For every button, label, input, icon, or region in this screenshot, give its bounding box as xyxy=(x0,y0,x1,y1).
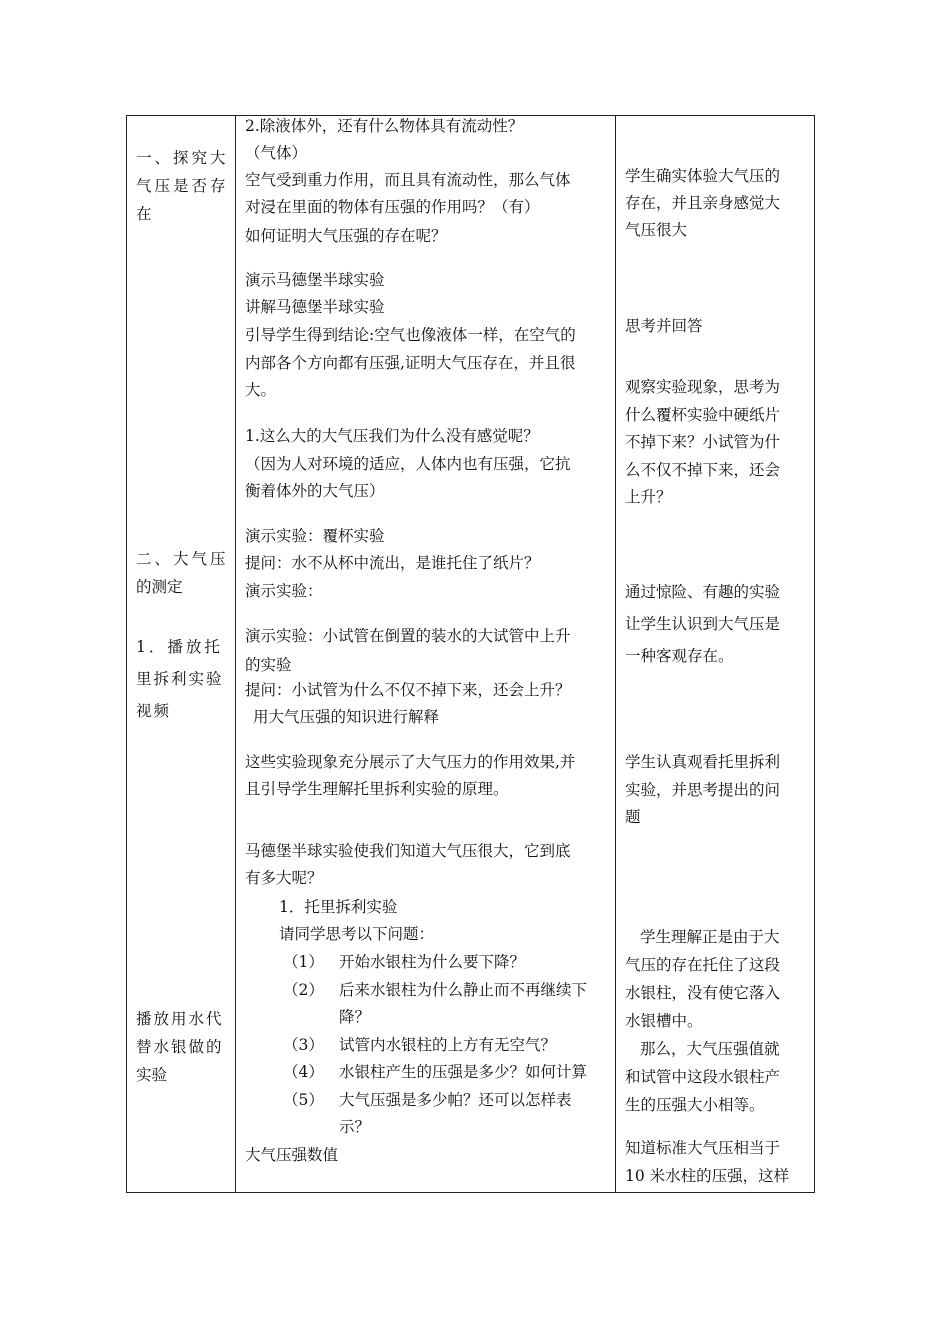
content-line: 提问：水不从杯中流出，是谁托住了纸片？ xyxy=(245,554,540,572)
question-text: 大气压强是多少帕？还可以怎样表 xyxy=(339,1091,572,1109)
content-line: 如何证明大气压强的存在呢？ xyxy=(245,227,447,245)
content-line: 用大气压强的知识进行解释 xyxy=(253,708,440,726)
content-line: 内部各个方向都有压强,证明大气压存在，并且很 xyxy=(245,354,576,372)
question-number: （2） xyxy=(283,981,324,999)
stage-title: 的测定 xyxy=(136,578,183,596)
student-line: 和试管中这段水银柱产 xyxy=(625,1068,781,1086)
stage-title: 二、大气压 xyxy=(136,550,229,568)
content-line: 演示实验：覆杯实验 xyxy=(245,527,385,545)
student-line: 10 米水柱的压强，这样 xyxy=(625,1167,790,1185)
content-line: 且引导学生理解托里拆利实验的原理。 xyxy=(245,780,509,798)
student-line: 让学生认识到大气压是 xyxy=(625,615,781,633)
question-number: （4） xyxy=(283,1063,324,1081)
student-line: 观察实验现象，思考为 xyxy=(625,378,781,396)
stage-title: 在 xyxy=(136,205,152,223)
student-line: 题 xyxy=(625,808,641,826)
content-line: 这些实验现象充分展示了大气压力的作用效果,并 xyxy=(245,753,576,771)
student-line: 么不仅不掉下来，还会 xyxy=(625,461,781,479)
content-line: 大。 xyxy=(245,381,277,399)
content-line: 马德堡半球实验使我们知道大气压很大，它到底 xyxy=(245,842,571,860)
question-text: 后来水银柱为什么静止而不再继续下 xyxy=(339,981,588,999)
content-line: 1．托里拆利实验 xyxy=(279,898,398,916)
column-divider-2 xyxy=(615,115,616,1193)
student-line: 水银槽中。 xyxy=(625,1012,703,1030)
student-line: 水银柱，没有使它落入 xyxy=(625,984,781,1002)
content-line: 引导学生得到结论:空气也像液体一样，在空气的 xyxy=(245,326,576,344)
content-line: 演示实验：小试管在倒置的装水的大试管中上升 xyxy=(245,627,571,645)
student-line: 那么，大气压强值就 xyxy=(640,1040,780,1058)
student-line: 生的压强大小相等。 xyxy=(625,1096,765,1114)
content-line: 2.除液体外，还有什么物体具有流动性？ xyxy=(245,117,524,135)
content-line: 大气压强数值 xyxy=(245,1146,339,1164)
student-line: 通过惊险、有趣的实验 xyxy=(625,583,781,601)
content-line: （气体） xyxy=(245,144,308,162)
stage-title: 播放用水代 xyxy=(136,1010,224,1028)
question-number: （3） xyxy=(283,1036,324,1054)
content-line: 空气受到重力作用，而且具有流动性，那么气体 xyxy=(245,171,571,189)
content-line: 有多大呢？ xyxy=(245,869,323,887)
student-line: 学生确实体验大气压的 xyxy=(625,167,781,185)
stage-title: 里拆利实验 xyxy=(136,670,224,688)
content-line: 1.这么大的大气压我们为什么没有感觉呢？ xyxy=(245,427,539,445)
student-line: 知道标准大气压相当于 xyxy=(625,1139,781,1157)
student-line: 学生认真观看托里拆利 xyxy=(625,753,781,771)
stage-title: 气压是否存 xyxy=(136,177,229,195)
content-line: 请同学思考以下问题： xyxy=(279,925,435,943)
stage-title: 实验 xyxy=(136,1066,168,1084)
stage-title: 替水银做的 xyxy=(136,1038,224,1056)
content-line: 提问：小试管为什么不仅不掉下来，还会上升？ xyxy=(245,681,571,699)
question-text: 开始水银柱为什么要下降？ xyxy=(339,953,526,971)
content-line: 对浸在里面的物体有压强的作用吗？（有） xyxy=(245,198,540,216)
student-line: 学生理解正是由于大 xyxy=(640,928,780,946)
student-line: 气压的存在托住了这段 xyxy=(625,956,781,974)
student-line: 存在，并且亲身感觉大 xyxy=(625,194,781,212)
student-line: 一种客观存在。 xyxy=(625,647,734,665)
question-text: 水银柱产生的压强是多少？如何计算 xyxy=(339,1063,588,1081)
student-line: 实验，并思考提出的问 xyxy=(625,781,781,799)
student-line: 上升？ xyxy=(625,488,672,506)
stage-title: 一、探究大 xyxy=(136,149,229,167)
question-text: 降？ xyxy=(339,1008,371,1026)
content-line: （因为人对环境的适应，人体内也有压强，它抗 xyxy=(245,455,571,473)
content-line: 衡着体外的大气压） xyxy=(245,482,385,500)
student-line: 什么覆杯实验中硬纸片 xyxy=(625,406,781,424)
content-line: 演示马德堡半球实验 xyxy=(245,271,385,289)
question-text: 示？ xyxy=(339,1118,371,1136)
question-number: （5） xyxy=(283,1091,324,1109)
content-line: 讲解马德堡半球实验 xyxy=(245,298,385,316)
stage-title: 1．播放托 xyxy=(136,638,223,656)
student-line: 思考并回答 xyxy=(625,317,703,335)
student-line: 气压很大 xyxy=(625,221,688,239)
column-divider-1 xyxy=(235,115,236,1193)
student-line: 不掉下来？小试管为什 xyxy=(625,433,781,451)
question-text: 试管内水银柱的上方有无空气？ xyxy=(339,1036,557,1054)
stage-title: 视频 xyxy=(136,702,172,720)
content-line: 的实验 xyxy=(245,656,292,674)
question-number: （1） xyxy=(283,953,324,971)
content-line: 演示实验： xyxy=(245,582,323,600)
